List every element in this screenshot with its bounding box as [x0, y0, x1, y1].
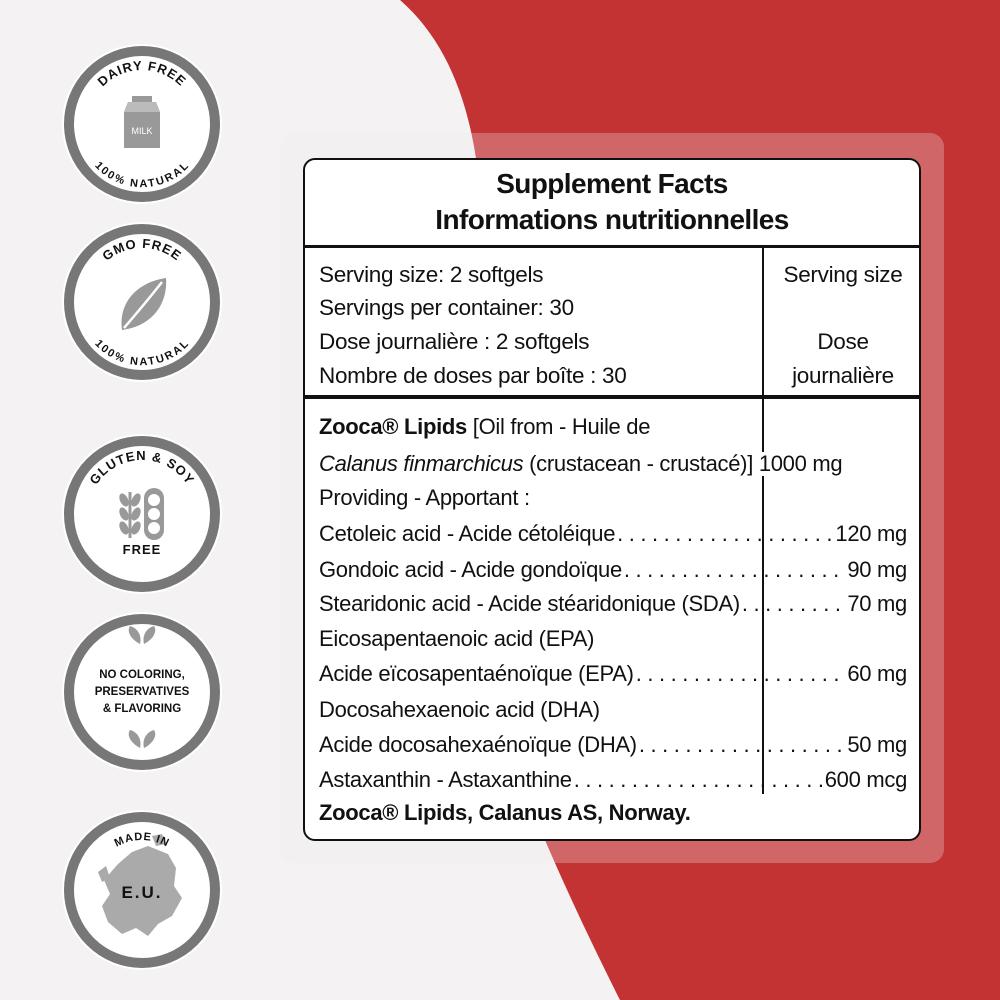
- column-header-fr-1: Dose: [817, 329, 869, 354]
- badge-top-text: GLUTEN & SOY: [86, 447, 198, 488]
- serving-line: Servings per container: 30: [319, 295, 574, 320]
- species-name: Calanus finmarchicus: [319, 451, 524, 476]
- badge-line-1: NO COLORING,: [99, 669, 185, 681]
- dairy-free-badge: [58, 40, 226, 208]
- nutrient-row: Eicosapentaenoic acid (EPA): [319, 626, 595, 651]
- gmo-free-badge: [58, 218, 226, 386]
- serving-line: Serving size: 2 softgels: [319, 262, 544, 287]
- serving-line: Dose journalière : 2 softgels: [319, 329, 590, 354]
- serving-line: Nombre de doses par boîte : 30: [319, 363, 627, 388]
- nutrient-row: Cetoleic acid - Acide cétoléique . . . 120 mg: [319, 522, 907, 546]
- no-coloring-badge: [58, 608, 226, 776]
- nutrient-row: Stearidonic acid - Acide stéaridonique (SDA) . . . 70 mg: [319, 592, 907, 616]
- milk-carton-icon: [124, 96, 160, 148]
- nutrient-row: Acide docosahexaénoïque (DHA) . . . 50 mg: [319, 733, 907, 757]
- facts-title-en: Supplement Facts: [496, 168, 728, 199]
- column-divider: [762, 247, 764, 395]
- nutrient-row: Gondoic acid - Acide gondoïque . . . 90 mg: [319, 558, 907, 582]
- main-ingredient-line-2: [319, 452, 846, 476]
- column-header-fr-2: journalière: [792, 363, 894, 388]
- main-ingredient-name: Zooca® Lipids: [319, 414, 467, 439]
- badge-top-text: DAIRY FREE: [94, 57, 190, 90]
- badge-line-3: & FLAVORING: [102, 703, 182, 715]
- nutrient-row: Docosahexaenoic acid (DHA): [319, 697, 600, 722]
- main-ingredient-tail: (crustacean - crustacé)] 1000 mg: [523, 451, 843, 476]
- supplement-facts-panel: [303, 158, 921, 841]
- divider: [305, 245, 919, 248]
- badge-bottom-text: 100% NATURAL: [92, 337, 192, 369]
- badge-top-text: GMO FREE: [99, 235, 185, 264]
- made-in-eu-badge: [58, 806, 226, 974]
- column-header-en: Serving size: [783, 262, 903, 287]
- eu-label: E.U.: [121, 883, 163, 902]
- source-footer: Zooca® Lipids, Calanus AS, Norway.: [319, 800, 691, 825]
- facts-title-fr: Informations nutritionnelles: [435, 204, 789, 235]
- gluten-soy-free-badge: [58, 430, 226, 598]
- thick-divider: [305, 395, 919, 399]
- badge-line-2: PRESERVATIVES: [94, 686, 190, 698]
- milk-label: MILK: [131, 126, 153, 136]
- main-ingredient-line-1: [319, 415, 650, 439]
- nutrient-row: Astaxanthin - Astaxanthine . . . 600 mcg: [319, 768, 907, 792]
- main-ingredient-rest: [Oil from - Huile de: [466, 414, 651, 439]
- providing-line: Providing - Apportant :: [319, 485, 530, 510]
- nutrient-row: Acide eïcosapentaénoïque (EPA) . . . 60 mg: [319, 662, 907, 686]
- badge-bottom-text: 100% NATURAL: [92, 159, 192, 191]
- badge-top-text: MADE IN: [112, 830, 172, 850]
- badge-bottom-text: FREE: [122, 542, 162, 557]
